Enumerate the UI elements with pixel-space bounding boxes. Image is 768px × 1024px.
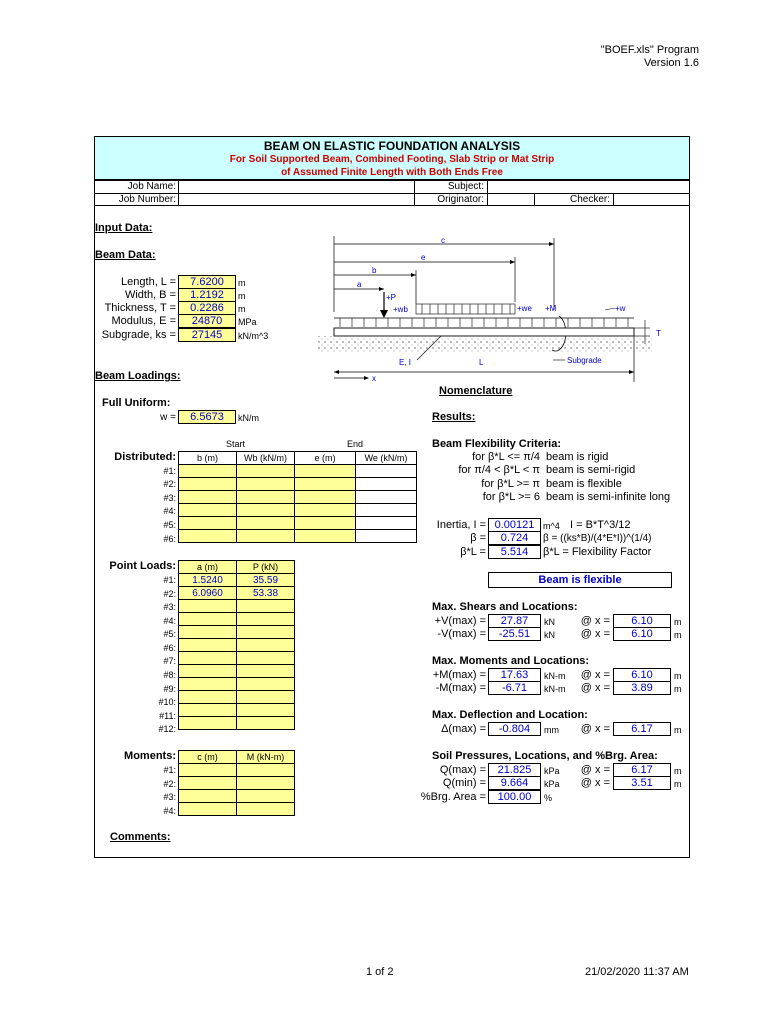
label-wb: +wb	[393, 305, 408, 314]
mmax-pos-unit: kN-m	[544, 671, 566, 681]
col-wb: Wb (kN/m)	[237, 452, 295, 465]
table-cell[interactable]	[179, 613, 237, 626]
criteria-cond: for β*L <= π/4	[472, 451, 540, 463]
row-label: #4:	[163, 506, 176, 516]
table-cell[interactable]	[295, 478, 356, 491]
start-label: Start	[226, 439, 246, 449]
table-cell[interactable]	[179, 639, 237, 652]
point-loads-label: Point Loads:	[109, 560, 176, 572]
flexibility-heading: Beam Flexibility Criteria:	[432, 438, 561, 450]
row-label: #3:	[163, 493, 176, 503]
criteria-desc: beam is flexible	[546, 478, 622, 490]
modulus-unit: MPa	[238, 317, 257, 327]
beta-label: β =	[470, 532, 486, 544]
subject-label: Subject:	[447, 181, 484, 192]
col-we: We (kN/m)	[356, 452, 417, 465]
job-name-label: Job Name:	[127, 181, 176, 192]
table-cell[interactable]	[295, 517, 356, 530]
soil-heading: Soil Pressures, Locations, and %Brg. Area:	[432, 750, 658, 762]
deflection-label: Δ(max) =	[441, 723, 486, 735]
moments-table	[178, 750, 295, 816]
col-b: b (m)	[179, 452, 237, 465]
table-cell[interactable]	[179, 764, 237, 777]
table-cell[interactable]: 35.59	[237, 574, 295, 587]
criteria-cond: for β*L >= 6	[482, 491, 540, 503]
vmax-neg-label: -V(max) =	[437, 628, 486, 640]
qmin-label: Q(min) =	[442, 777, 486, 789]
beta-value: 0.724	[488, 531, 541, 545]
end-label: End	[347, 439, 364, 449]
qmin-x-label: @ x =	[580, 777, 610, 789]
moments-label: Moments:	[124, 750, 176, 762]
qmin-x: 3.51	[613, 776, 671, 790]
col-p: P (kN)	[237, 561, 295, 574]
vmax-neg-value: -25.51	[488, 627, 541, 641]
width-unit: m	[238, 291, 246, 301]
mmax-neg-unit: kN-m	[544, 684, 566, 694]
row-label: #2:	[163, 779, 176, 789]
vmax-pos-x-unit: m	[674, 617, 682, 627]
modulus-input[interactable]: 24870	[178, 314, 236, 328]
program-version: Version 1.6	[643, 57, 699, 69]
mmax-pos-value: 17.63	[488, 668, 541, 682]
vmax-neg-x-unit: m	[674, 630, 682, 640]
row-label: #5:	[163, 629, 176, 639]
width-input[interactable]: 1.2192	[178, 288, 236, 302]
modulus-label: Modulus, E =	[111, 315, 176, 327]
table-cell[interactable]	[356, 530, 417, 543]
table-cell[interactable]	[237, 491, 295, 504]
beta-l-label: β*L =	[460, 546, 486, 558]
table-cell[interactable]	[295, 465, 356, 478]
col-m: M (kN-m)	[237, 751, 295, 764]
page-number: 1 of 2	[366, 966, 394, 978]
row-label: #1:	[163, 765, 176, 775]
table-cell[interactable]	[179, 600, 237, 613]
table-cell[interactable]	[237, 517, 295, 530]
qmax-x-unit: m	[674, 766, 682, 776]
col-a: a (m)	[179, 561, 237, 574]
inertia-label: Inertia, I =	[436, 519, 486, 531]
distributed-label: Distributed:	[114, 451, 176, 463]
table-cell[interactable]	[237, 530, 295, 543]
row-label: #9:	[163, 684, 176, 694]
label-we: +we	[517, 304, 532, 313]
table-cell[interactable]	[179, 790, 237, 803]
length-label: Length, L =	[121, 276, 176, 288]
table-cell[interactable]	[356, 465, 417, 478]
uniform-load-input[interactable]: 6.5673	[178, 410, 236, 424]
table-cell[interactable]	[237, 613, 295, 626]
table-cell[interactable]	[237, 665, 295, 678]
mmax-neg-value: -6.71	[488, 681, 541, 695]
width-label: Width, B =	[124, 289, 176, 301]
shears-heading: Max. Shears and Locations:	[432, 601, 578, 613]
table-cell[interactable]	[179, 504, 237, 517]
table-cell[interactable]	[356, 478, 417, 491]
brg-area-value: 100.00	[488, 790, 541, 804]
criteria-cond: for π/4 < β*L < π	[458, 464, 540, 476]
row-label: #1:	[163, 466, 176, 476]
inertia-unit: m^4	[543, 521, 560, 531]
vmax-pos-x: 6.10	[613, 614, 671, 628]
dim-e: e	[421, 253, 426, 262]
job-number-label: Job Number:	[118, 194, 176, 205]
subtitle-1: For Soil Supported Beam, Combined Footing, Slab Strip or Mat Strip	[229, 154, 555, 165]
table-cell[interactable]	[179, 691, 237, 704]
mmax-pos-x-unit: m	[674, 671, 682, 681]
mmax-pos-x: 6.10	[613, 668, 671, 682]
row-label: #3:	[163, 792, 176, 802]
label-x: x	[372, 374, 376, 383]
label-l: L	[479, 358, 484, 367]
timestamp: 21/02/2020 11:37 AM	[585, 966, 689, 978]
vmax-pos-x-label: @ x =	[580, 615, 610, 627]
table-cell[interactable]	[295, 530, 356, 543]
mmax-pos-label: +M(max) =	[432, 669, 486, 681]
nomenclature-diagram	[305, 232, 675, 388]
length-unit: m	[238, 278, 246, 288]
dim-b: b	[372, 266, 377, 275]
row-label: #2:	[163, 589, 176, 599]
checker-input[interactable]	[614, 194, 688, 206]
table-cell[interactable]	[237, 704, 295, 717]
uniform-load-unit: kN/m	[238, 413, 259, 423]
subgrade-unit: kN/m^3	[238, 331, 269, 341]
w-label: w =	[160, 412, 176, 423]
comments-heading: Comments:	[110, 831, 171, 843]
qmax-x: 6.17	[613, 763, 671, 777]
table-cell[interactable]	[356, 504, 417, 517]
criteria-desc: beam is rigid	[546, 451, 609, 463]
table-cell[interactable]	[179, 491, 237, 504]
beam-loadings-heading: Beam Loadings:	[95, 370, 181, 382]
results-heading: Results:	[432, 411, 476, 423]
program-name: "BOEF.xls" Program	[600, 44, 699, 56]
row-label: #4:	[163, 616, 176, 626]
qmax-x-label: @ x =	[580, 764, 610, 776]
vmax-neg-unit: kN	[544, 630, 555, 640]
row-label: #6:	[163, 534, 176, 544]
mmax-neg-x-unit: m	[674, 684, 682, 694]
point-loads-table	[178, 560, 295, 730]
originator-input[interactable]	[488, 194, 533, 206]
table-cell[interactable]	[237, 652, 295, 665]
table-cell[interactable]	[179, 478, 237, 491]
label-ei: E, I	[399, 358, 412, 367]
table-cell[interactable]	[237, 478, 295, 491]
input-data-heading: Input Data:	[95, 222, 153, 234]
table-cell[interactable]	[179, 704, 237, 717]
dim-a: a	[357, 280, 362, 289]
subtitle-2: of Assumed Finite Length with Both Ends Free	[281, 167, 503, 178]
subgrade-input[interactable]: 27145	[178, 328, 236, 342]
thickness-label: Thickness, T =	[104, 302, 176, 314]
deflection-x-unit: m	[674, 725, 682, 735]
deflection-value: -0.804	[488, 722, 541, 736]
qmax-unit: kPa	[544, 766, 560, 776]
originator-label: Originator:	[437, 194, 484, 205]
table-cell[interactable]	[179, 665, 237, 678]
table-cell[interactable]: 1.5240	[179, 574, 237, 587]
row-label: #3:	[163, 602, 176, 612]
label-m: +M	[545, 304, 557, 313]
table-cell[interactable]	[237, 764, 295, 777]
table-cell[interactable]	[179, 803, 237, 816]
job-number-input[interactable]	[179, 194, 413, 206]
qmax-value: 21.825	[488, 763, 541, 777]
qmin-value: 9.664	[488, 776, 541, 790]
criteria-cond: for β*L >= π	[481, 478, 540, 490]
table-cell[interactable]	[237, 504, 295, 517]
table-cell[interactable]	[237, 790, 295, 803]
table-cell[interactable]	[295, 504, 356, 517]
table-cell[interactable]	[237, 465, 295, 478]
inertia-note: I = B*T^3/12	[570, 519, 631, 531]
col-e: e (m)	[295, 452, 356, 465]
beta-l-note: β*L = Flexibility Factor	[543, 546, 652, 558]
qmin-x-unit: m	[674, 779, 682, 789]
criteria-desc: beam is semi-infinite long	[546, 491, 671, 503]
qmax-label: Q(max) =	[439, 764, 486, 776]
mmax-pos-x-label: @ x =	[580, 669, 610, 681]
deflection-heading: Max. Deflection and Location:	[432, 709, 588, 721]
page-title: BEAM ON ELASTIC FOUNDATION ANALYSIS	[263, 139, 521, 153]
label-p: +P	[386, 293, 397, 302]
table-cell[interactable]	[179, 517, 237, 530]
qmin-unit: kPa	[544, 779, 560, 789]
table-cell[interactable]	[237, 678, 295, 691]
nomenclature-caption: Nomenclature	[439, 385, 513, 397]
moments-result-heading: Max. Moments and Locations:	[432, 655, 590, 667]
row-label: #5:	[163, 520, 176, 530]
row-label: #11:	[159, 711, 176, 721]
table-cell[interactable]	[179, 678, 237, 691]
mmax-neg-x-label: @ x =	[580, 682, 610, 694]
vmax-neg-x-label: @ x =	[580, 628, 610, 640]
criteria-desc: beam is semi-rigid	[546, 464, 636, 476]
row-label: #7:	[163, 656, 176, 666]
beta-note: β = ((ks*B)/(4*E*I))^(1/4)	[543, 533, 652, 544]
table-cell[interactable]	[237, 626, 295, 639]
job-name-input[interactable]	[179, 181, 413, 193]
full-uniform-label: Full Uniform:	[102, 397, 171, 409]
table-cell[interactable]	[237, 639, 295, 652]
beta-l-value: 5.514	[488, 545, 541, 559]
mmax-neg-label: -M(max) =	[435, 682, 486, 694]
table-cell[interactable]	[295, 491, 356, 504]
table-cell[interactable]	[237, 600, 295, 613]
subject-input[interactable]	[488, 181, 688, 193]
row-label: #12:	[158, 724, 176, 734]
dim-c: c	[441, 236, 445, 245]
brg-area-unit: %	[544, 793, 553, 803]
table-cell[interactable]	[179, 465, 237, 478]
subgrade-label: Subgrade, ks =	[101, 329, 176, 341]
deflection-unit: mm	[544, 725, 559, 735]
vmax-neg-x: 6.10	[613, 627, 671, 641]
table-cell[interactable]	[179, 652, 237, 665]
table-cell[interactable]: 53.38	[237, 587, 295, 600]
brg-area-label: %Brg. Area =	[420, 791, 486, 803]
row-label: #2:	[163, 479, 176, 489]
distributed-table	[178, 451, 417, 543]
thickness-input[interactable]: 0.2286	[178, 301, 236, 315]
label-w: +w	[615, 304, 626, 313]
mmax-neg-x: 3.89	[613, 681, 671, 695]
deflection-x-label: @ x =	[580, 723, 610, 735]
table-cell[interactable]	[179, 626, 237, 639]
row-label: #6:	[163, 643, 176, 653]
col-c: c (m)	[179, 751, 237, 764]
status-badge: Beam is flexible	[488, 572, 672, 588]
table-cell[interactable]	[179, 717, 237, 730]
table-cell[interactable]	[237, 717, 295, 730]
table-cell[interactable]	[237, 691, 295, 704]
label-subgrade: Subgrade	[567, 356, 602, 365]
row-label: #4:	[163, 806, 176, 816]
deflection-x: 6.17	[613, 722, 671, 736]
table-cell[interactable]	[237, 803, 295, 816]
row-label: #10:	[158, 697, 176, 707]
vmax-pos-value: 27.87	[488, 614, 541, 628]
table-cell[interactable]	[356, 491, 417, 504]
vmax-pos-unit: kN	[544, 617, 555, 627]
table-cell[interactable]	[237, 777, 295, 790]
vmax-pos-label: +V(max) =	[434, 615, 486, 627]
row-label: #8:	[163, 670, 176, 680]
row-label: #1:	[163, 575, 176, 585]
length-input[interactable]: 7.6200	[178, 275, 236, 289]
inertia-value: 0.00121	[488, 518, 541, 532]
table-cell[interactable]	[356, 517, 417, 530]
table-cell[interactable]	[179, 530, 237, 543]
table-cell[interactable]: 6.0960	[179, 587, 237, 600]
beam-data-heading: Beam Data:	[95, 249, 156, 261]
label-t: T	[656, 329, 661, 338]
table-cell[interactable]	[179, 777, 237, 790]
thickness-unit: m	[238, 304, 246, 314]
checker-label: Checker:	[569, 194, 610, 205]
